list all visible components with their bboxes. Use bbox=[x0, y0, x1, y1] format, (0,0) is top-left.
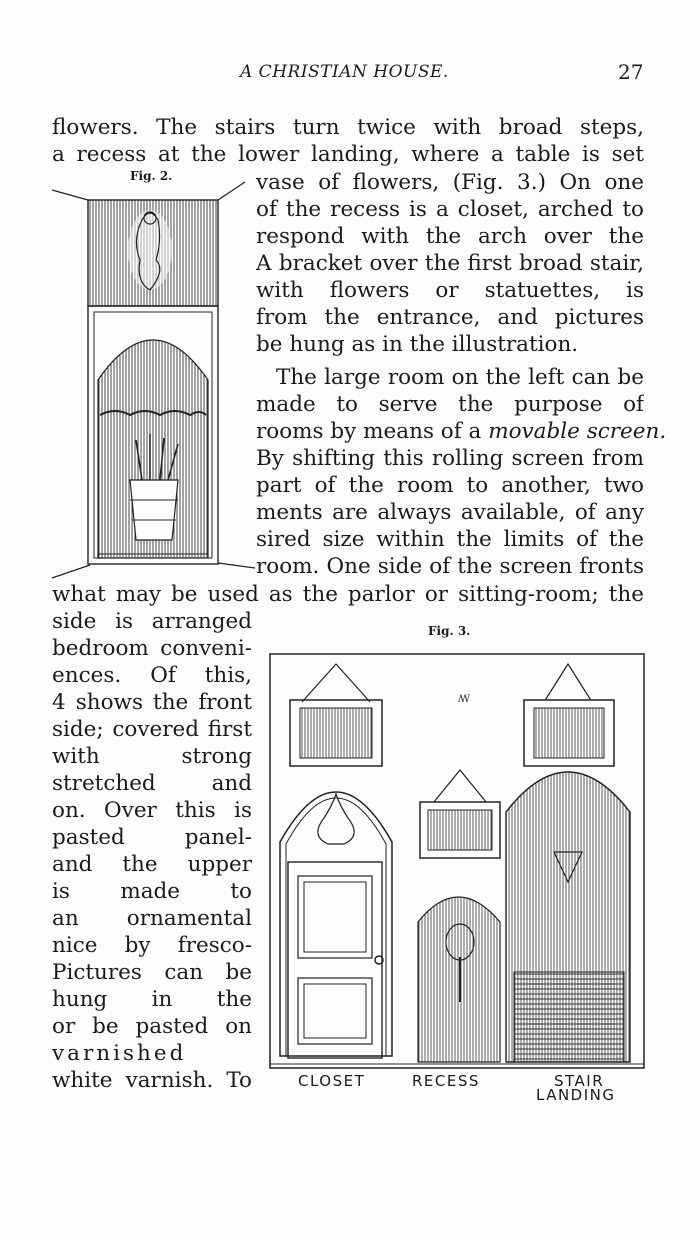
text-line: hung in the bbox=[52, 987, 252, 1012]
text-line: Pictures can be bbox=[52, 960, 252, 985]
running-header bbox=[0, 58, 700, 88]
label-closet: CLOSET bbox=[298, 1072, 366, 1090]
svg-text:ꟿ: ꟿ bbox=[458, 694, 471, 705]
text-line: flowers. The stairs turn twice with broad steps, bbox=[52, 115, 644, 140]
text-line: of the recess is a closet, arched to bbox=[256, 197, 644, 222]
text-line: on. Over this is bbox=[52, 798, 252, 823]
text-line: room. One side of the screen fronts bbox=[256, 554, 644, 579]
text-line: and the upper bbox=[52, 852, 252, 877]
text-line: 4 shows the front bbox=[52, 690, 252, 715]
page-number: 27 bbox=[618, 60, 644, 84]
fig2-caption: Fig. 2. bbox=[130, 169, 173, 183]
text-line: respond with the arch over the bbox=[256, 224, 644, 249]
text-line: bedroom conveni- bbox=[52, 636, 252, 661]
text-line: part of the room to another, two bbox=[256, 473, 644, 498]
text-line: stretched and bbox=[52, 771, 252, 796]
text-line: nice by fresco- bbox=[52, 933, 252, 958]
text-line: side is arranged bbox=[52, 609, 252, 634]
fig2-stair-illustration bbox=[50, 180, 255, 585]
text-line: A bracket over the first broad stair, bbox=[256, 251, 644, 276]
label-stair: STAIR bbox=[554, 1072, 605, 1090]
text-line: is made to bbox=[52, 879, 252, 904]
text-fragment: rooms by means of a bbox=[256, 419, 489, 444]
label-landing: LANDING bbox=[536, 1086, 616, 1104]
text-line: The large room on the left can be bbox=[276, 365, 644, 390]
italic-phrase: movable screen. bbox=[488, 419, 667, 444]
text-line: with flowers or statuettes, is bbox=[256, 278, 644, 303]
text-line: By shifting this rolling screen from bbox=[256, 446, 644, 471]
text-line-with-italic bbox=[256, 418, 667, 445]
text-line: ments are always available, of any bbox=[256, 500, 644, 525]
text-line: with strong bbox=[52, 744, 252, 769]
text-line: pasted panel- bbox=[52, 825, 252, 850]
fig3-caption: Fig. 3. bbox=[428, 624, 471, 638]
text-line: what may be used as the parlor or sitting-room; the bbox=[52, 582, 644, 607]
running-title: A CHRISTIAN HOUSE. bbox=[240, 62, 449, 82]
text-line: varnished bbox=[52, 1041, 187, 1066]
text-line: side; covered first bbox=[52, 717, 252, 742]
text-line: white varnish. To bbox=[52, 1068, 252, 1093]
text-line: from the entrance, and pictures bbox=[256, 305, 644, 330]
text-line: or be pasted on bbox=[52, 1014, 252, 1039]
fig3-landing-illustration bbox=[268, 652, 646, 1072]
text-line: an ornamental bbox=[52, 906, 252, 931]
text-line: a recess at the lower landing, where a table is set bbox=[52, 142, 644, 167]
text-line: ences. Of this, bbox=[52, 663, 252, 688]
text-line: sired size within the limits of the bbox=[256, 527, 644, 552]
label-recess: RECESS bbox=[412, 1072, 480, 1090]
text-line: vase of flowers, (Fig. 3.) On one bbox=[256, 170, 644, 195]
text-line: made to serve the purpose of bbox=[256, 392, 644, 417]
text-line: be hung as in the illustration. bbox=[256, 332, 579, 357]
